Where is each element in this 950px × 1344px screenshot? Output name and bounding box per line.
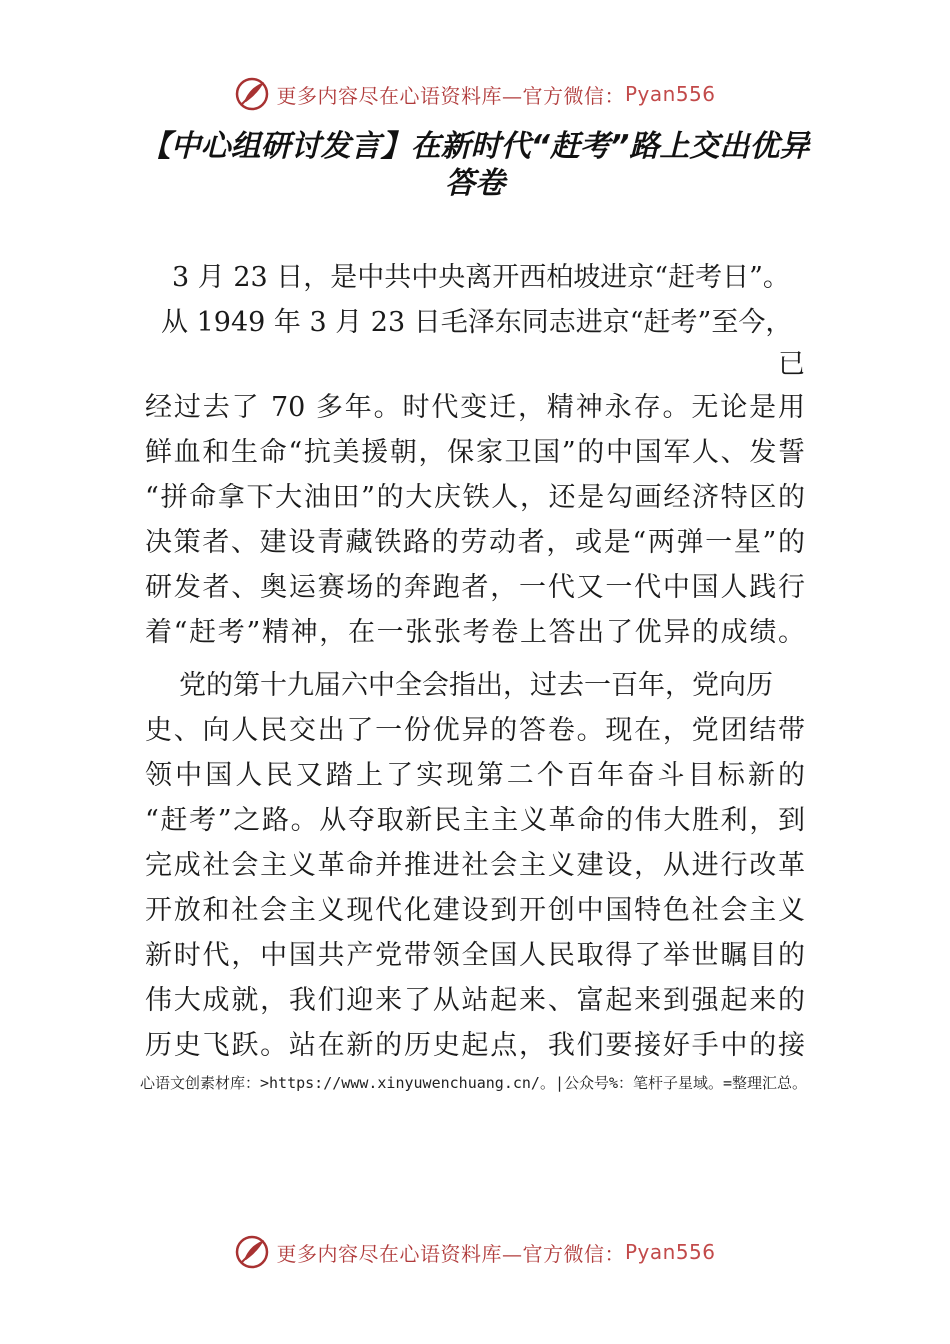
text-line: 开放和社会主义现代化建设到开创中国特色社会主义: [145, 895, 805, 926]
header-banner: [0, 72, 950, 116]
quill-logo-icon: [234, 76, 270, 112]
text-line: 从 1949 年 3 月 23 日毛泽东同志进京“赶考”至今，: [161, 307, 793, 338]
banner-text: 更多内容尽在心语资料库—官方微信：: [276, 83, 625, 108]
text-line: 新时代，中国共产党带领全国人民取得了举世瞩目的: [145, 940, 805, 971]
text-line: 研发者、奥运赛场的奔跑者，一代又一代中国人践行: [145, 572, 805, 603]
text-line: “赶考”之路。从夺取新民主主义革命的伟大胜利，到: [145, 805, 805, 836]
text-line: 着“赶考”精神，在一张张考卷上答出了优异的成绩。: [145, 617, 805, 648]
document-title: 【中心组研讨发言】在新时代“赶考”路上交出优异答卷: [140, 129, 810, 201]
paragraph-1: [145, 255, 805, 655]
text-line: 完成社会主义革命并推进社会主义建设，从进行改革: [145, 850, 805, 881]
text-line: 领中国人民又踏上了实现第二个百年奋斗目标新的: [145, 760, 805, 791]
document-body: [145, 255, 805, 1068]
text-line: 已: [778, 349, 805, 380]
paragraph-2: [145, 663, 805, 1068]
text-line: 党的第十九届六中全会指出，过去一百年，党向历: [179, 670, 773, 701]
footer-banner: [0, 1230, 950, 1274]
text-line: 3 月 23 日，是中共中央离开西柏坡进京“赶考日”。: [172, 262, 790, 293]
banner-wechat-id: Pyan556: [624, 82, 716, 106]
quill-logo-icon: [234, 1234, 270, 1270]
text-line: 决策者、建设青藏铁路的劳动者，或是“两弹一星”的: [145, 527, 805, 558]
text-line: 伟大成就，我们迎来了从站起来、富起来到强起来的: [145, 985, 805, 1016]
text-line: 历史飞跃。站在新的历史起点，我们要接好手中的接: [145, 1030, 805, 1061]
text-line: 史、向人民交出了一份优异的答卷。现在，党团结带: [145, 715, 805, 746]
text-line: 经过去了 70 多年。时代变迁，精神永存。无论是用: [145, 392, 805, 423]
banner-wechat-id: Pyan556: [624, 1240, 716, 1264]
source-footnote: 心语文创素材库：>https://www.xinyuwenchuang.cn/。|公众号%：笔杆子星域。=整理汇总。: [140, 1074, 808, 1092]
banner-text: 更多内容尽在心语资料库—官方微信：: [276, 1241, 625, 1266]
text-line: 鲜血和生命“抗美援朝，保家卫国”的中国军人、发誓: [145, 437, 805, 468]
text-line: “拼命拿下大油田”的大庆铁人，还是勾画经济特区的: [145, 482, 805, 513]
